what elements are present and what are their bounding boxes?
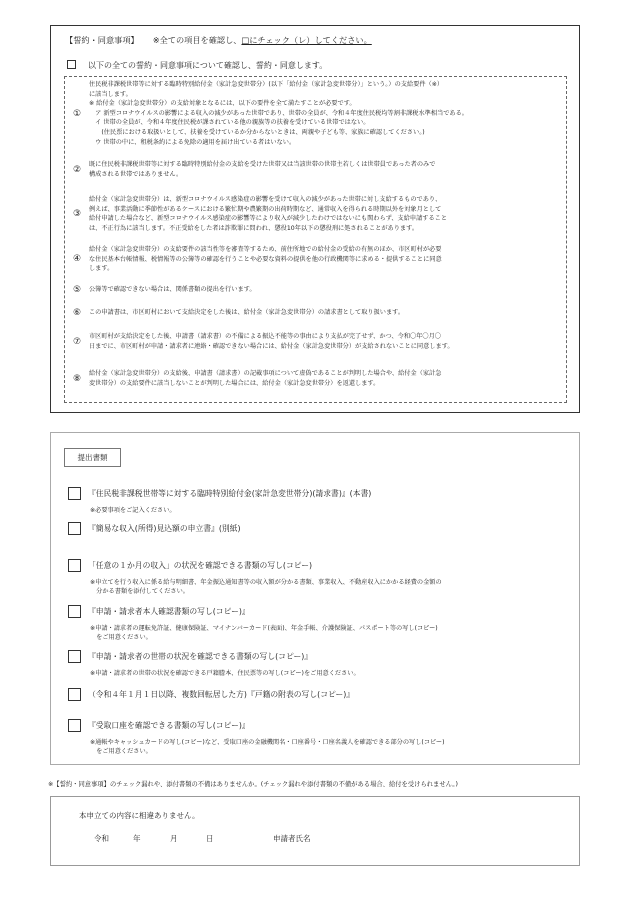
document-checkbox[interactable] (68, 605, 81, 618)
document-note (90, 738, 573, 756)
text-line: に該当します。 (89, 90, 132, 98)
note-line: ※通帳やキャッシュカードの写し(コピー)など、受取口座の金融機関名・口座番号・口座名義人を確認できる部分の写し(コピー) (90, 739, 445, 746)
text-line: 給付金（家計急変世帯分）は、新型コロナウイルス感染症の影響を受けて収入の減少があった世帯に対し支給するものであり、 (89, 196, 442, 203)
agree-all-label: 以下の全ての誓約・同意事項について確認し、誓約・同意します。 (88, 61, 328, 70)
text-line: (住民票における取扱いとして、扶養を受けているか分からないときは、両親や子ども等、家族に確認してください。) (89, 128, 425, 136)
agreement-item (65, 369, 566, 388)
confirmation-statement: 本申立ての内容に相違ありません。 (79, 811, 200, 820)
agreement-item-text (89, 332, 566, 351)
note-line: ※申請・請求者の運転免許証、健康保険証、マイナンバーカード(表面)、年金手帳、介護保険証、パスポート等の写し(コピー) (90, 625, 438, 632)
agreement-item (65, 332, 566, 351)
agreement-section (50, 25, 580, 413)
document-checkbox[interactable] (68, 487, 81, 500)
confirmation-box (50, 796, 580, 866)
document-title: 『申請・請求者の世帯の状況を確認できる書類の写し(コピー)』 (88, 652, 313, 661)
agreement-item-text (89, 80, 566, 147)
agreement-item-text (89, 369, 566, 388)
document-note (90, 506, 573, 515)
text-line: 公簿等で確認できない場合は、関係書類の提出を行います。 (89, 286, 256, 294)
documents-section (50, 432, 580, 765)
agreement-item-text (89, 245, 566, 274)
agreement-item-number: ② (72, 164, 82, 175)
document-title: （令和４年１月１日以降、複数回転居した方)『戸籍の附表の写し(コピー)』 (88, 690, 355, 699)
note-line: をご用意ください。 (90, 634, 152, 641)
note-line: をご用意ください。 (90, 748, 152, 755)
agreement-item-number: ⑦ (72, 336, 82, 347)
agreement-item (65, 285, 566, 295)
text-line: 既に住民税非課税世帯等に対する臨時特別給付金の支給を受けた世帯又は当該世帯の世帯主若しくは世帯員であった者のみで (89, 161, 436, 168)
agreement-item-number: ③ (72, 209, 82, 220)
document-note (90, 669, 573, 678)
document-item (68, 646, 573, 678)
agree-all-row (67, 60, 327, 71)
applicant-name-label: 申請者氏名 (273, 834, 311, 843)
date-era: 令和 (94, 834, 109, 843)
text-line: 変世帯分）の支給要件に該当しないことが判明した場合には、給付金（家計急変世帯分）を返還します。 (89, 379, 380, 387)
document-title: 『簡易な収入(所得)見込額の申立書』(別紙) (88, 524, 241, 533)
agreement-header (65, 35, 372, 46)
text-line: 市区町村が支給決定をした後、申請書（請求書）の不備による振込不能等の事由により支払が完了せず、かつ、令和〇年〇月〇 (89, 333, 441, 340)
text-line: この申請書は、市区町村において支給決定をした後は、給付金（家計急変世帯分）の請求書として取り扱います。 (89, 309, 405, 317)
document-item (68, 684, 573, 703)
agreement-item (65, 80, 566, 147)
document-title: 『住民税非課税世帯等に対する臨時特別給付金(家計急変世帯分)(請求書)』(本書) (88, 489, 372, 498)
agreement-item (65, 160, 566, 179)
document-item (68, 483, 573, 515)
note-line: ※申請・請求者の世帯の状況を確認できる戸籍謄本、住民票等の写し(コピー)をご用意ください。 (90, 670, 360, 677)
agreement-note: ※全ての項目を確認し、□にチェック（レ）してください。 (152, 35, 372, 45)
document-note (90, 578, 573, 596)
agreement-item (65, 245, 566, 274)
date-month: 月 (170, 834, 178, 843)
note-line: ※申立てを行う収入に係る給与明細書、年金振込通知書等の収入額が分かる書類、事業収入、不動産収入にかかる経費の金額の (90, 579, 442, 586)
agreement-item (65, 308, 566, 318)
text-line: ウ 世帯の中に、租税条約による免除の適用を届け出ている者はいない。 (89, 138, 296, 146)
document-checkbox[interactable] (68, 650, 81, 663)
text-line: 給付申請した場合など、新型コロナウイルス感染症の影響等により収入が減少したわけではないにも関わらず、支給申請すること (89, 215, 448, 223)
text-line: 構成される世帯ではありません。 (89, 170, 183, 178)
document-checkbox[interactable] (68, 688, 81, 701)
text-line: ※ 給付金（家計急変世帯分）の支給対象となるには、以下の要件を全て満たすことが必要です。 (89, 100, 356, 108)
date-year: 年 (133, 834, 141, 843)
footnote: ※【誓約・同意事項】のチェック漏れや、添付書類の不備はありませんか。(チェック漏れや添付書類の不備がある場合、給付を受けられません。) (48, 781, 458, 788)
document-title: 『受取口座を確認できる書類の写し(コピー)』 (88, 721, 250, 730)
agreement-title: 【誓約・同意事項】 (65, 35, 139, 45)
document-item (68, 518, 573, 537)
agreement-item-text (89, 160, 566, 179)
agreement-item-number: ⑤ (72, 285, 82, 295)
document-item (68, 715, 573, 756)
note-line: ※必要事項をご記入ください。 (90, 507, 176, 514)
text-line: 住民税非課税世帯等に対する臨時特別給付金（家計急変世帯分）(以下「給付金（家計急変世帯分）」という。）の支給要件（※） (89, 81, 444, 88)
text-line: な住民基本台帳情報、税情報等の公簿等の確認を行うことや必要な資料の提供を他の行政機関等に求める・提供することに同意 (89, 255, 442, 263)
text-line: ア 新型コロナウイルスの影響による収入の減少があった世帯であり、世帯の全員が、令和４年度住民税均等割非課税水準相当である。 (89, 109, 468, 117)
document-note (90, 624, 573, 642)
document-title: 『申請・請求者本人確認書類の写し(コピー)』 (88, 607, 250, 616)
document-title: 「任意の１か月の収入」の状況を確認できる書類の写し(コピー) (88, 561, 313, 570)
agreement-item-text (89, 285, 566, 295)
agreement-item-number: ① (72, 108, 82, 119)
document-checkbox[interactable] (68, 522, 81, 535)
agreement-item-number: ④ (72, 254, 82, 265)
documents-label: 提出書類 (64, 448, 121, 467)
agree-all-checkbox[interactable] (67, 60, 76, 69)
document-item (68, 601, 573, 642)
agreement-item-number: ⑧ (72, 373, 82, 384)
text-line: 給付金（家計急変世帯分）の支給要件の該当性等を審査等するため、前住所地での給付金の受給の有無のほか、市区町村が必要 (89, 246, 442, 253)
date-day: 日 (206, 834, 214, 843)
text-line: は、不正行為に該当します。不正受給をした者は詐欺罪に問われ、懲役10年以下の懲役刑に処されることがあります。 (89, 224, 419, 232)
agreement-item-number: ⑥ (72, 308, 82, 318)
text-line: します。 (89, 265, 114, 273)
text-line: 日までに、市区町村が申請・請求者に連絡・確認できない場合には、給付金（家計急変世帯分）が支給されないことに同意します。 (89, 342, 454, 350)
agreement-items (64, 76, 567, 403)
note-line: 分かる書類を添付してください。 (90, 588, 189, 595)
document-checkbox[interactable] (68, 559, 81, 572)
agreement-item (65, 195, 566, 233)
text-line: イ 世帯の全員が、令和４年度住民税が課されている他の親族等の扶養を受けている世帯ではない。 (89, 119, 370, 127)
agreement-item-text (89, 308, 566, 318)
text-line: 例えば、事業活動に季節性があるケースにおける繁忙期や農繁期の出荷時期など、通常収入を得られる時期以外を対象月として (89, 205, 442, 213)
agreement-item-text (89, 195, 566, 233)
text-line: 給付金（家計急変世帯分）の支給後、申請書（請求書）の記載事項について虚偽であることが判明した場合や、給付金（家計急 (89, 370, 442, 377)
document-item (68, 555, 573, 596)
document-checkbox[interactable] (68, 719, 81, 732)
